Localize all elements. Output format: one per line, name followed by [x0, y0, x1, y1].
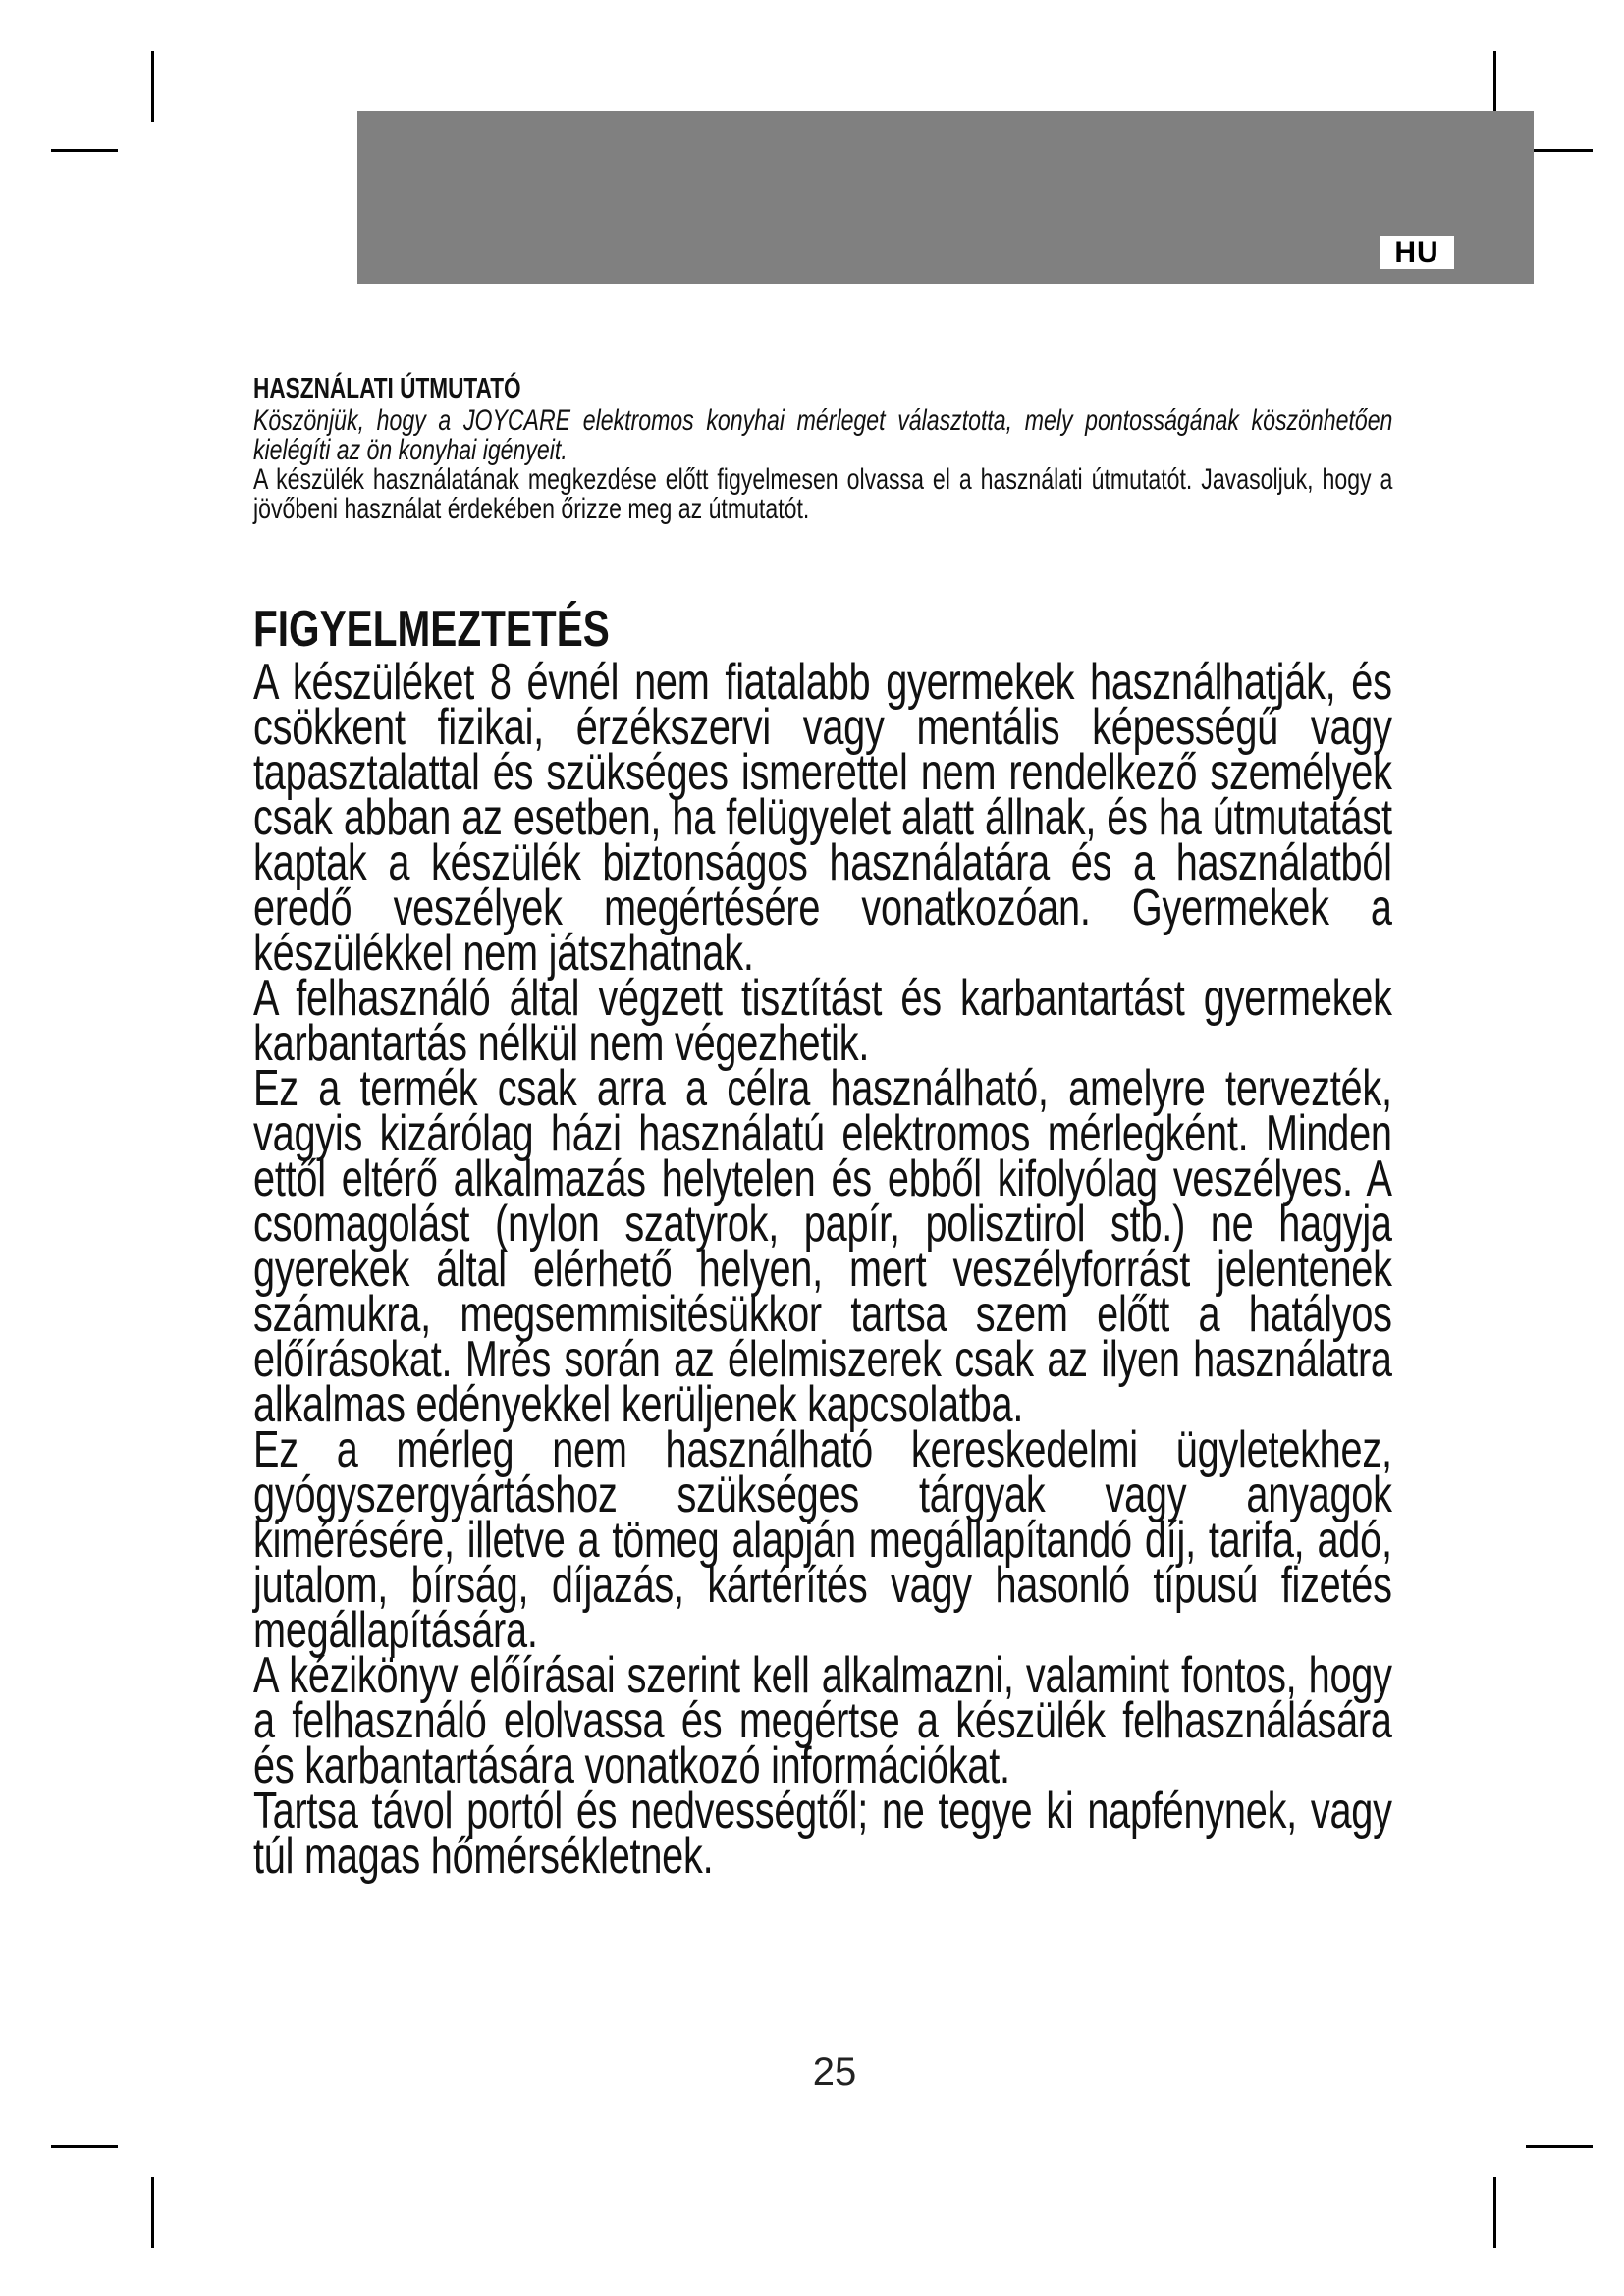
crop-mark-top-left-vertical [151, 51, 154, 122]
intro-title: HASZNÁLATI ÚTMUTATÓ [253, 373, 521, 404]
crop-mark-top-left-horizontal [51, 149, 118, 152]
intro-section [253, 371, 1392, 524]
warning-paragraph: A felhasználó által végzett tisztítást és karbantartást gyermekek karbantartás nélkül nem végezhetik. [253, 970, 1392, 1072]
intro-thanks: Köszönjük, hogy a JOYCARE elektromos konyhai mérleget választotta, mely pontosságának köszönhetően kielégíti az ön konyhai igényeit. [253, 404, 1393, 466]
warning-paragraph: Tartsa távol portól és nedvességtől; ne tegye ki napfénynek, vagy túl magas hőmérsékletnek. [253, 1783, 1392, 1885]
header-band [357, 111, 1534, 284]
crop-mark-bottom-left-horizontal [51, 2145, 118, 2148]
crop-mark-bottom-right-horizontal [1526, 2145, 1593, 2148]
warning-body [253, 654, 1392, 1885]
warning-paragraph: Ez a mérleg nem használható kereskedelmi ügyletekhez, gyógyszergyártáshoz szükséges tárgyak vagy anyagok kimérésére, illetve a tömeg alapján megállapítandó díj, tarifa, adó, jutalom, bírság, díjazás, kártérítés vagy hasonló típusú fizetés megállapítására. [253, 1421, 1392, 1659]
warning-title: FIGYELMEZTETÉS [253, 601, 610, 658]
intro-instruction: A készülék használatának megkezdése előtt figyelmesen olvassa el a használati útmutatót. Javasoljuk, hogy a jövőbeni használat érdekében őrizze meg az útmutatót. [253, 463, 1393, 525]
crop-mark-top-right-horizontal [1526, 149, 1593, 152]
warning-paragraph: A készüléket 8 évnél nem fiatalabb gyermekek használhatják, és csökkent fizikai, érzékszervi vagy mentális képességű vagy tapasztalattal és szükséges ismerettel nem rendelkező személyek csak abban az esetben, ha felügyelet alatt állnak, és ha útmutatást kaptak a készülék biztonságos használatára és a használatból eredő veszélyek megértésére vonatkozóan. Gyermekek a készülékkel nem játszhatnak. [253, 654, 1392, 982]
warning-section [253, 599, 1392, 1885]
crop-mark-bottom-right-vertical [1493, 2177, 1496, 2248]
page-number: 25 [812, 2051, 857, 2094]
warning-paragraph: A kézikönyv előírásai szerint kell alkalmazni, valamint fontos, hogy a felhasználó elolvassa és megértse a készülék felhasználására és karbantartására vonatkozó információkat. [253, 1647, 1392, 1794]
warning-paragraph: Ez a termék csak arra a célra használható, amelyre tervezték, vagyis kizárólag házi használatú elektromos mérlegként. Minden ettől eltérő alkalmazás helytelen és ebből kifolyólag veszélyes. A csomagolást (nylon szatyrok, papír, polisztirol stb.) ne hagyja gyerekek által elérhető helyen, mert veszélyforrást jelentenek számukra, megsemmisitésükkor tartsa szem előtt a hatályos előírásokat. Mrés során az élelmiszerek csak az ilyen használatra alkalmas edényekkel kerüljenek kapcsolatba. [253, 1060, 1392, 1433]
language-badge: HU [1380, 236, 1454, 269]
crop-mark-bottom-left-vertical [151, 2177, 154, 2248]
